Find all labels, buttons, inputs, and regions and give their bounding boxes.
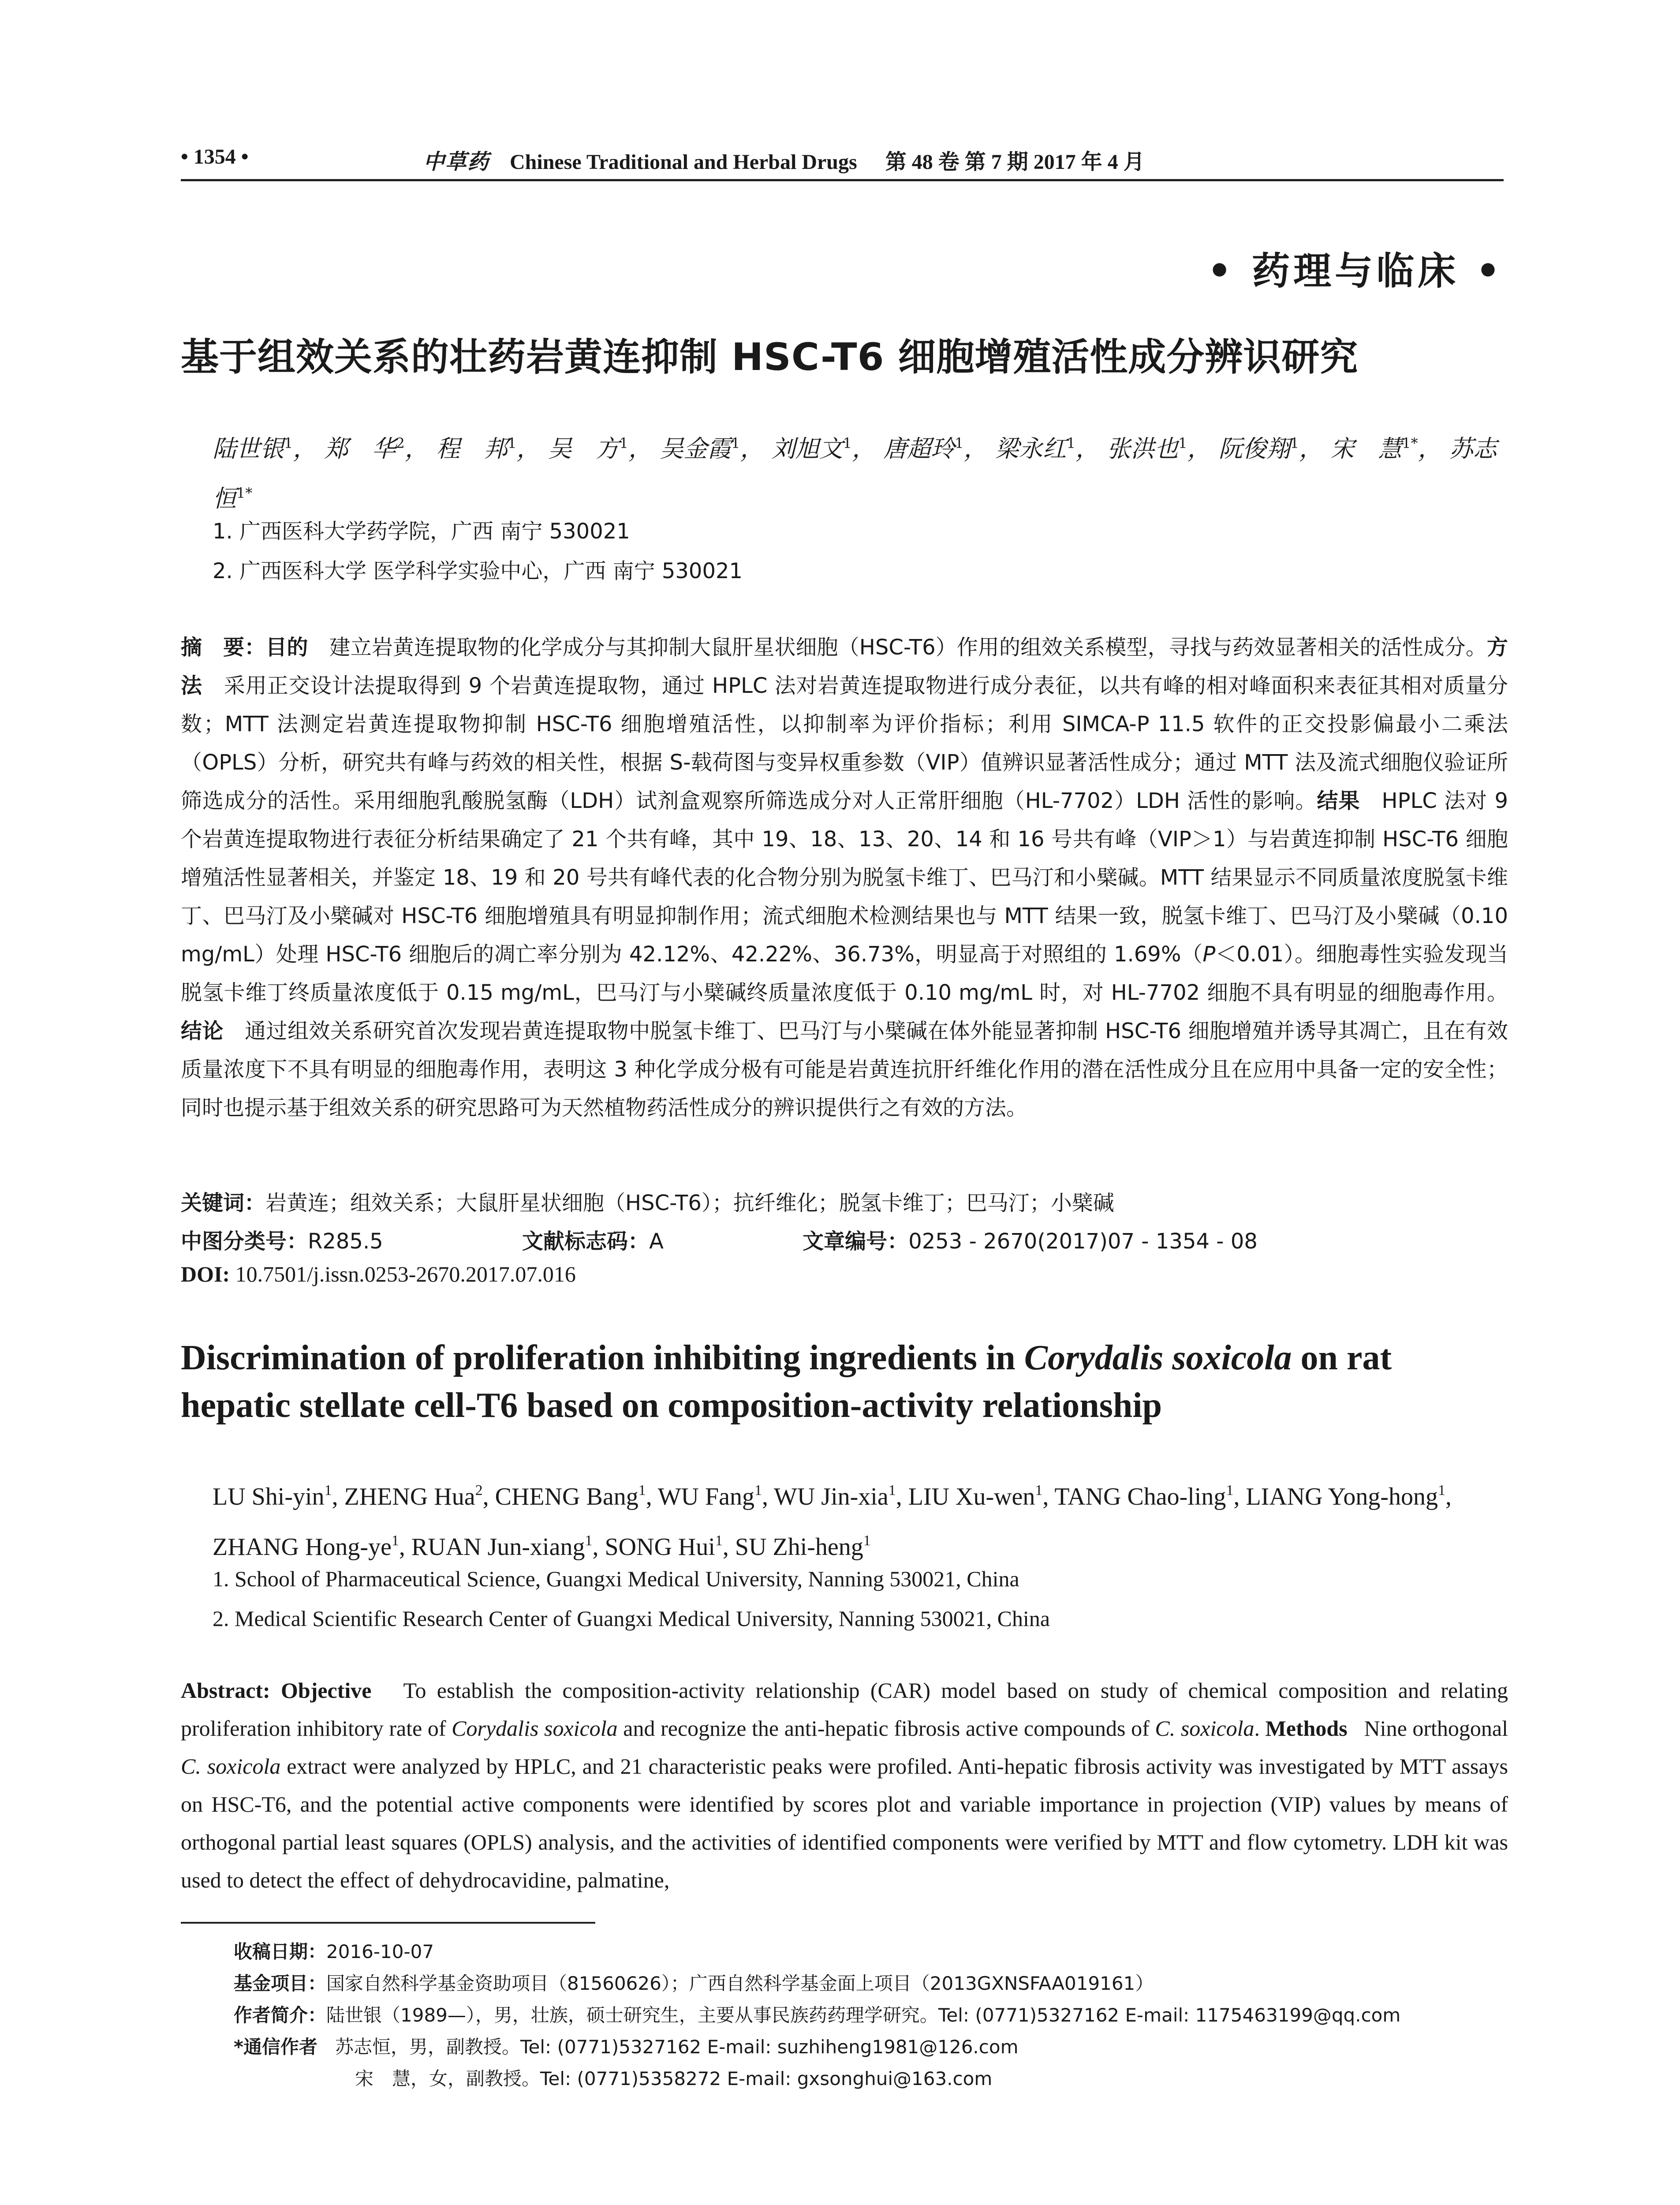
author: CHENG Bang$^1$	[495, 1482, 646, 1510]
author: 陆世银$^1$	[213, 435, 293, 463]
keywords-label: 关键词：	[181, 1191, 266, 1215]
article-number-value: 0253 - 2670(2017)07 - 1354 - 08	[908, 1229, 1258, 1254]
author: LIU Xu-wen$^1$	[908, 1482, 1043, 1510]
conclusion-text: 通过组效关系研究首次发现岩黄连提取物中脱氢卡维丁、巴马汀与小檗碱在体外能显著抑制 HSC-T6 细胞增殖并诱导其凋亡，且在有效质量浓度下不具有明显的细胞毒作用，表明这 3 种化学成分极有可能是岩黄连抗肝纤维化作用的潜在活性成分且在应用中具备一定的安全性；同时也提示基于组效关系的研究思路可为天然植物药活性成分的辨识提供行之有效的方法。	[181, 1019, 1508, 1120]
affiliation: 2. 广西医科大学 医学科学实验中心，广西 南宁 530021	[213, 559, 743, 583]
section-label: • 药理与临床 •	[1207, 249, 1504, 293]
results-text: ＜0.01）。细胞毒性实验发现当脱氢卡维丁终质量浓度低于 0.15 mg/mL，巴马汀与小檗碱终质量浓度低于 0.10 mg/mL 时，对 HL-7702 细胞不具有明显的细胞毒作用。	[181, 942, 1508, 1005]
author: 程 邦$^1$	[436, 435, 517, 463]
footnotes	[234, 1936, 1400, 2095]
author: 苏志恒$^{1*}$	[213, 435, 1497, 512]
results-label: 结果	[1317, 789, 1360, 813]
author: TANG Chao-ling$^1$	[1054, 1482, 1234, 1510]
journal-line	[423, 145, 1145, 175]
footnote-received: 收稿日期：2016-10-07	[234, 1941, 434, 1962]
p-symbol: P	[1202, 942, 1216, 967]
objective-text: 建立岩黄连提取物的化学成分与其抑制大鼠肝星状细胞（HSC-T6）作用的组效关系模型，寻找与药效显著相关的活性成分。	[329, 635, 1487, 660]
author: LIANG Yong-hong$^1$	[1246, 1482, 1446, 1510]
affiliations-chinese	[213, 512, 743, 591]
author: 吴金霞$^1$	[660, 435, 740, 463]
classification-row	[181, 1222, 1508, 1261]
footnote-funding: 基金项目：国家自然科学基金资助项目（81560626）；广西自然科学基金面上项目（2013GXNSFAA019161）	[234, 1973, 1154, 1994]
journal-logo-text: 中草药	[423, 149, 490, 174]
page-number: • 1354 •	[181, 145, 249, 168]
abstract-label: 摘 要：	[181, 635, 266, 660]
doc-code-value: A	[649, 1229, 664, 1254]
methods-text: 采用正交设计法提取得到 9 个岩黄连提取物，通过 HPLC 法对岩黄连提取物进行成分表征，以共有峰的相对峰面积来表征其相对质量分数；MTT 法测定岩黄连提取物抑制 HSC-T6 细胞增殖活性，以抑制率为评价指标；利用 SIMCA-P 11.5 软件的正交投影偏最小二乘法（OPLS）分析，研究共有峰与药效的相关性，根据 S-载荷图与变异权重参数（VIP）值辨识显著活性成分；通过 MTT 法及流式细胞仪验证所筛选成分的活性。采用细胞乳酸脱氢酶（LDH）试剂盒观察所筛选成分对人正常肝细胞（HL-7702）LDH 活性的影响。	[181, 673, 1508, 813]
abstract-label: Abstract:	[181, 1678, 270, 1703]
author: SONG Hui$^1$	[605, 1532, 723, 1561]
journal-name: Chinese Traditional and Herbal Drugs	[510, 150, 857, 174]
objective-label: Objective	[281, 1678, 372, 1703]
author: 张洪也$^1$	[1107, 435, 1187, 463]
author: 宋 慧$^{1*}$	[1330, 435, 1418, 463]
conclusion-label: 结论	[181, 1019, 224, 1043]
author: RUAN Jun-xiang$^1$	[411, 1532, 593, 1561]
doc-code-label: 文献标志码：	[522, 1229, 650, 1254]
abstract-english: Abstract: Objective To establish the composition-activity relationship (CAR) model based on study of chemical composition and relating proliferation inhibitory rate of Corydalis soxicola and recognize the anti-hepatic fibrosis active compounds of C. soxicola. Methods Nine orthogonal C. soxicola extract were analyzed by HPLC, and 21 characteristic peaks were profiled. Anti-hepatic fibrosis activity was investigated by MTT assays on HSC-T6, and the potential active components were identified by scores plot and variable importance in projection (VIP) values by means of orthogonal partial least squares (OPLS) analysis, and the activities of identified components were verified by MTT and flow cytometry. LDH kit was used to detect the effect of dehydrocavidine, palmatine,	[181, 1678, 1508, 1892]
author: WU Jin-xia$^1$	[774, 1482, 896, 1510]
footnote-author: 作者简介：陆世银（1989—），男，壮族，硕士研究生，主要从事民族药药理学研究。Tel: (0771)5327162 E-mail: 1175463199@qq.com	[234, 2004, 1401, 2026]
author: 吴 方$^1$	[548, 435, 628, 463]
objective-label: 目的	[265, 635, 308, 660]
clc-label: 中图分类号：	[181, 1229, 308, 1254]
title-chinese: 基于组效关系的壮药岩黄连抑制 HSC-T6 细胞增殖活性成分辨识研究	[181, 335, 1359, 379]
running-header	[181, 140, 1504, 189]
footnote-corresponding: *通信作者 苏志恒，男，副教授。Tel: (0771)5327162 E-mail: suzhiheng1981@126.com	[234, 2036, 1019, 2058]
methods-label: Methods	[1265, 1716, 1348, 1741]
footnote-corresponding-2: 宋 慧，女，副教授。Tel: (0771)5358272 E-mail: gxsonghui@163.com	[355, 2068, 993, 2089]
keywords-chinese	[181, 1184, 1508, 1222]
author: 郑 华$^2$	[324, 435, 405, 463]
author: ZHENG Hua$^2$	[344, 1482, 483, 1510]
methods-label: 方法	[181, 635, 1508, 698]
author: ZHANG Hong-$ye^1$	[213, 1532, 399, 1561]
author: 唐超玲$^1$	[883, 435, 964, 463]
author: WU Fang$^1$	[657, 1482, 762, 1510]
doi-label: DOI:	[181, 1262, 230, 1286]
author-list-chinese: 陆世银$^1$， 郑 华$^2$， 程 邦$^1$， 吴 方$^1$， 吴金霞$^1$， 刘旭文$^1$， 唐超玲$^1$， 梁永红$^1$， 张洪也$^1$， 阮俊翔$^1$， 宋 慧$^{1*}$， 苏志恒$^{1*}$	[213, 435, 1497, 512]
affiliations-english	[213, 1559, 1050, 1638]
doi-line	[181, 1261, 576, 1287]
article-number-label: 文章编号：	[803, 1229, 909, 1254]
author: SU Zhi-heng$^1$	[735, 1532, 871, 1561]
header-rule	[181, 179, 1504, 181]
clc-value: R285.5	[308, 1229, 383, 1254]
author: 阮俊翔$^1$	[1218, 435, 1299, 463]
author-list-english: LU Shi-yin$^1$, ZHENG Hua$^2$, CHENG Bang$^1$, WU Fang$^1$, WU Jin-xia$^1$, LIU Xu-wen$^1$, TANG Chao-ling$^1$, LIANG Yong-hong$^1$, ZHANG Hong-$ye^1$, RUAN Jun-xiang$^1$, SONG Hui$^1$, SU Zhi-heng$^1$	[213, 1482, 1452, 1561]
affiliation: 1. 广西医科大学药学院，广西 南宁 530021	[213, 519, 630, 544]
author: LU Shi-yin$^1$	[213, 1482, 332, 1510]
abstract-chinese	[181, 628, 1508, 1127]
issue-info: 第 48 卷 第 7 期 2017 年 4 月	[885, 150, 1145, 174]
results-text: HPLC 法对 9 个岩黄连提取物进行表征分析结果确定了 21 个共有峰，其中 19、18、13、20、14 和 16 号共有峰（VIP＞1）与岩黄连抑制 HSC-T6 细胞增殖活性显著相关，并鉴定 18、19 和 20 号共有峰代表的化合物分别为脱氢卡维丁、巴马汀和小檗碱。MTT 结果显示不同质量浓度脱氢卡维丁、巴马汀及小檗碱对 HSC-T6 细胞增殖具有明显抑制作用；流式细胞术检测结果也与 MTT 结果一致，脱氢卡维丁、巴马汀及小檗碱（0.10 mg/mL）处理 HSC-T6 细胞后的凋亡率分别为 42.12%、42.22%、36.73%，明显高于对照组的 1.69%（	[181, 789, 1508, 967]
affiliation: 1. School of Pharmaceutical Science, Guangxi Medical University, Nanning 530021, China	[213, 1566, 1019, 1591]
footnote-rule	[181, 1922, 595, 1924]
author: 梁永红$^1$	[995, 435, 1076, 463]
keywords-text: 岩黄连；组效关系；大鼠肝星状细胞（HSC-T6）；抗纤维化；脱氢卡维丁；巴马汀；小檗碱	[265, 1191, 1114, 1215]
author: 刘旭文$^1$	[771, 435, 852, 463]
doi-value: 10.7501/j.issn.0253-2670.2017.07.016	[235, 1262, 576, 1286]
affiliation: 2. Medical Scientific Research Center of Guangxi Medical University, Nanning 530021, China	[213, 1606, 1050, 1631]
title-english: Discrimination of proliferation inhibiting ingredients in Corydalis soxicola on rat hepatic stellate cell-T6 based on composition-activity relationship	[181, 1338, 1392, 1425]
species-name: Corydalis soxicola	[1024, 1338, 1292, 1377]
